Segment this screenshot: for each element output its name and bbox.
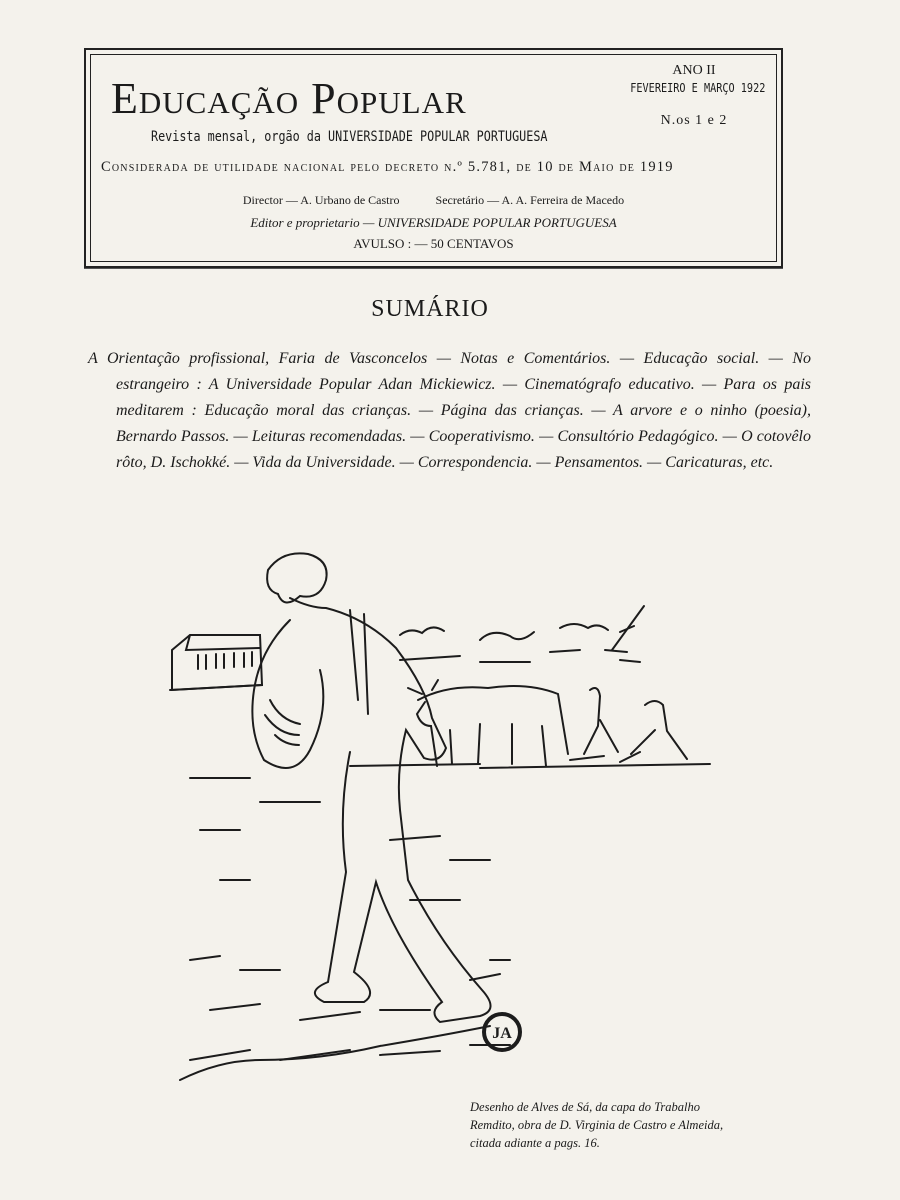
summary-text: A Orientação profissional, Faria de Vasconcelos — Notas e Comentários. — Educação social. — No estrangeiro : A Universidade Popular Adan Mickiewicz. — Cinematógrafo educativo. — Para os pais meditarem : Educação moral das crianças. — Página das crianças. — A arvore e o ninho (poesia), Bernardo Passos. — Leituras recomendadas. — Cooperativismo. — Consultório Pedagógico. — O cotovêlo rôto, D. Ischokké. — Vida da Universidade. — Correspondencia. — Pensamentos. — Caricaturas, etc.: [88, 350, 811, 471]
price-line: AVULSO : — 50 CENTAVOS: [353, 236, 514, 251]
decree-line: Considerada de utilidade nacional pelo decreto n.º 5.781, de 10 de Maio de 1919: [101, 159, 674, 175]
masthead-underline: [84, 268, 783, 269]
issue-numbers: N.os 1 e 2: [660, 113, 728, 128]
caption-line-3: citada adiante a pags. 16.: [470, 1136, 600, 1150]
monogram-text: JA: [492, 1025, 512, 1042]
issue-year: ANO II: [672, 63, 716, 78]
issue-date: FEVEREIRO E MARÇO 1922: [630, 81, 766, 95]
caption-line-2: Remdito, obra de D. Virginia de Castro e Almeida,: [470, 1118, 724, 1132]
sower-illustration: [150, 540, 720, 1100]
credits-line: [91, 193, 776, 208]
magazine-title: Educação Popular: [111, 74, 467, 123]
secretary-credit: Secretário — A. A. Ferreira de Macedo: [435, 193, 625, 207]
illustration-caption: [470, 1098, 790, 1152]
editor-line: Editor e proprietario — UNIVERSIDADE POPULAR PORTUGUESA: [250, 215, 617, 230]
caption-line-1: Desenho de Alves de Sá, da capa do Trabalho: [470, 1100, 700, 1114]
summary-heading: SUMÁRIO: [371, 296, 489, 322]
director-credit: Director — A. Urbano de Castro: [242, 193, 400, 207]
issue-info: [619, 63, 769, 129]
magazine-subtitle: Revista mensal, orgão da UNIVERSIDADE POPULAR PORTUGUESA: [151, 129, 548, 145]
masthead-inner-frame: [90, 54, 777, 262]
masthead-frame: [84, 48, 783, 268]
